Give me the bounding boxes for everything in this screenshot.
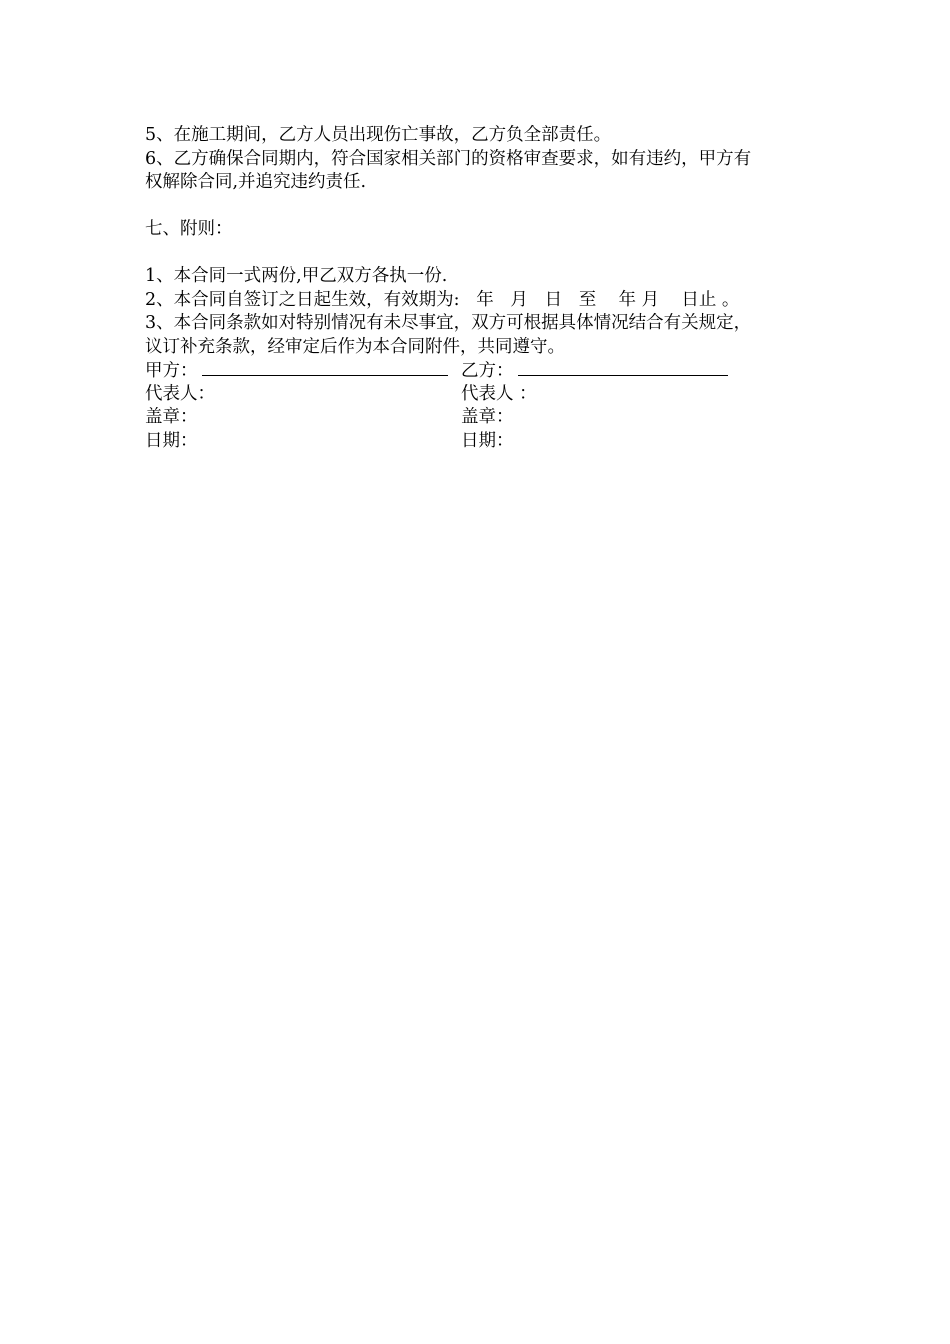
section-7-item-1: 1、本合同一式两份,甲乙双方各执一份.: [145, 266, 448, 286]
clause-6-item-6-line-1: 6、乙方确保合同期内，符合国家相关部门的资格审查要求，如有违约，甲方有: [145, 148, 752, 169]
party-b-label: 乙方：: [461, 361, 514, 381]
seal-b-label: 盖章：: [461, 407, 514, 427]
section-7-item-2: 2、本合同自签订之日起生效，有效期为: 年 月 日 至 年 月 日止 。: [145, 289, 740, 310]
seal-a-label: 盖章：: [145, 407, 198, 427]
date-b-label: 日期：: [461, 430, 514, 451]
party-b-field: [461, 359, 728, 384]
signature-row-dates: [145, 430, 810, 454]
spacer: [145, 195, 810, 219]
party-a-blank-line[interactable]: [202, 359, 448, 376]
section-7-item-3-line-2: 议订补充条款，经审定后作为本合同附件，共同遵守。: [145, 336, 565, 357]
signature-row-representatives: [145, 383, 810, 407]
date-a-label: 日期：: [145, 430, 198, 451]
signature-row-seals: [145, 406, 810, 430]
party-b-blank-line[interactable]: [518, 359, 728, 376]
clause-6-item-6-line-2: 权解除合同,并追究违约责任.: [145, 172, 367, 192]
party-a-label: 甲方：: [145, 361, 198, 381]
clause-6-item-5: 5、在施工期间，乙方人员出现伤亡事故，乙方负全部责任。: [145, 125, 612, 145]
section-7-heading: 七、附则：: [145, 219, 233, 239]
section-7-item-3-line-1: 3、本合同条款如对特别情况有未尽事宜，双方可根据具体情况结合有关规定，: [145, 313, 752, 333]
rep-a-label: 代表人：: [145, 383, 215, 404]
party-a-field: [145, 359, 448, 384]
rep-b-label: 代表人 ：: [461, 383, 537, 404]
signature-row-parties: [145, 359, 810, 383]
document-body: [145, 124, 810, 453]
spacer: [145, 242, 810, 266]
